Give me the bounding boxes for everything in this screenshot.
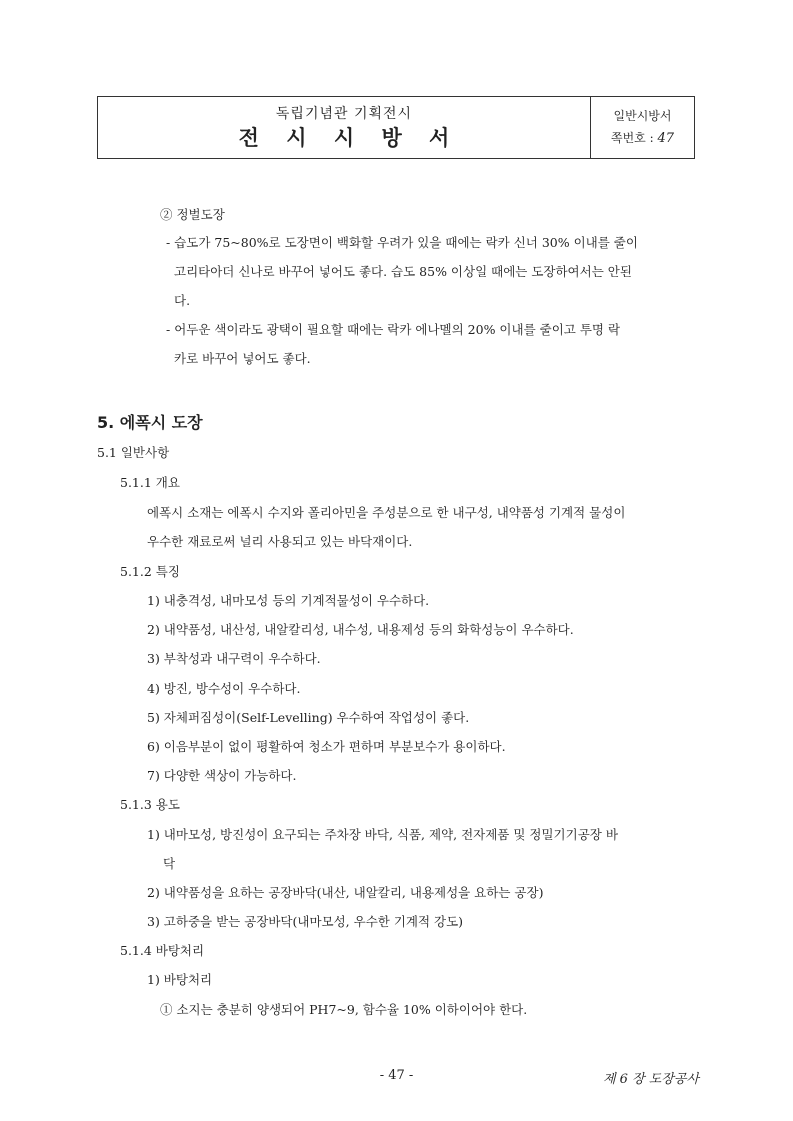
list-item: 2) 내약품성을 요하는 공장바닥(내산, 내알칼리, 내용제성을 요하는 공장) — [147, 885, 544, 900]
list-item: 3) 부착성과 내구력이 우수하다. — [147, 651, 321, 666]
footer-chapter: 제 6 장 도장공사 — [602, 1072, 699, 1087]
page-number-value: 47 — [657, 131, 674, 146]
list-item: ① 소지는 충분히 양생되어 PH7~9, 함수율 10% 이하이어야 한다. — [160, 1002, 528, 1017]
footer-page-number: - 47 - — [379, 1068, 414, 1083]
list-item: 5) 자체퍼짐성이(Self-Levelling) 우수하여 작업성이 좋다. — [147, 710, 470, 725]
header-box — [97, 96, 695, 159]
subsection-heading: 5.1.2 특징 — [120, 564, 180, 579]
paragraph-line: 고리타아더 신나로 바꾸어 넣어도 좋다. 습도 85% 이상일 때에는 도장하여서는 안된 — [174, 264, 632, 279]
organization-name: 독립기념관 기획전시 — [275, 105, 413, 122]
section-heading: 5. 에폭시 도장 — [97, 413, 203, 432]
list-item: 6) 이음부분이 없이 평활하여 청소가 편하며 부분보수가 용이하다. — [147, 739, 506, 754]
list-item-continuation: 닥 — [163, 856, 176, 871]
subsection-heading: 5.1.3 용도 — [120, 797, 180, 812]
list-item: 1) 바탕처리 — [147, 972, 213, 987]
list-item: 7) 다양한 색상이 가능하다. — [147, 768, 297, 783]
item-jeongbeol: ② 정벌도장 — [160, 207, 225, 222]
list-item: 2) 내약품성, 내산성, 내알칼리성, 내수성, 내용제성 등의 화학성능이 우수하다. — [147, 622, 574, 637]
header-title-cell — [98, 97, 591, 158]
page-number-field — [611, 127, 674, 150]
subsection-heading: 5.1.4 바탕처리 — [120, 943, 205, 958]
paragraph-line: - 습도가 75~80%로 도장면이 백화할 우려가 있을 때에는 락카 신너 30% 이내를 줄이 — [166, 235, 638, 250]
paragraph-line: 에폭시 소재는 에폭시 수지와 폴리아민을 주성분으로 한 내구성, 내약품성 기계적 물성이 — [147, 505, 626, 520]
list-item: 4) 방진, 방수성이 우수하다. — [147, 681, 301, 696]
list-item: 1) 내충격성, 내마모성 등의 기계적물성이 우수하다. — [147, 593, 430, 608]
document-title: 전 시 시 방 서 — [238, 124, 460, 150]
subsection-heading: 5.1 일반사항 — [97, 445, 170, 460]
subsection-heading: 5.1.1 개요 — [120, 475, 180, 490]
paragraph-line: 우수한 재료로써 널리 사용되고 있는 바닥재이다. — [147, 534, 413, 549]
page-number-label: 쪽번호 : — [610, 131, 654, 145]
list-item: 1) 내마모성, 방진성이 요구되는 주차장 바닥, 식품, 제약, 전자제품 및 정밀기기공장 바 — [147, 827, 618, 842]
paragraph-line: - 어두운 색이라도 광택이 필요할 때에는 락카 에나멜의 20% 이내를 줄이고 투명 락 — [166, 322, 621, 337]
list-item: 3) 고하중을 받는 공장바닥(내마모성, 우수한 기계적 강도) — [147, 914, 464, 929]
paragraph-line: 다. — [174, 293, 191, 308]
header-info-cell — [591, 97, 694, 158]
document-type: 일반시방서 — [613, 109, 672, 123]
paragraph-line: 카로 바꾸어 넣어도 좋다. — [174, 351, 311, 366]
